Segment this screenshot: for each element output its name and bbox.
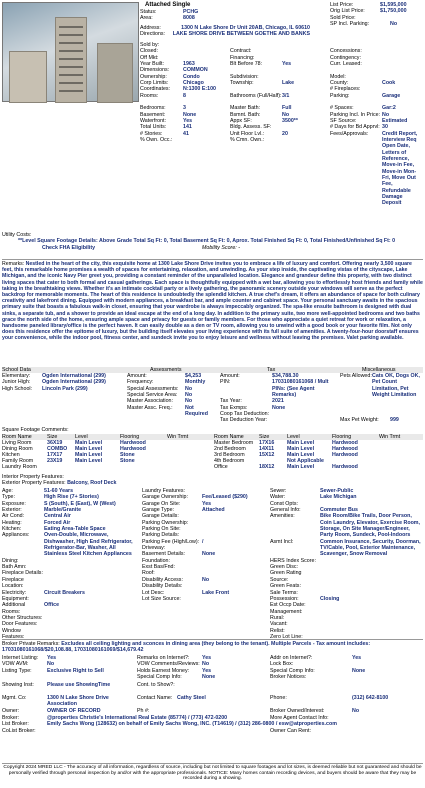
orig-list-price: $1,750,000 (380, 8, 407, 15)
feature-row: Electricity: Circuit Breakers (2, 589, 85, 596)
feature-row: Exposure: S (South), E (East), W (West) (2, 500, 116, 507)
detail-row: Waterfront: Yes (140, 118, 193, 125)
feature-row: Garage On Site: Yes (142, 500, 212, 507)
broker-row: Lock Box: (270, 661, 294, 668)
broker-row: VOW AVM: No (2, 661, 55, 668)
features-block: Interior Property Features: Exterior Property Features: Balcony, Roof Deck (2, 474, 117, 487)
detail-row: Township: Lake (230, 79, 295, 86)
broker-block: Internet Listing: Yes VOW AVM: No Listing Type: Exclusive Right to Sell Remarks on Internet?: Yes VOW Comments/Reviews: No Holds Earnest Money: Yes Special Comp Info: None Addr on Internet?: Yes Lock Box: Special Comp Info: None Broker Notices: Showing Inst: Please use ShowingTime Cont. to Show?: Mgmt. Co: 1300 N Lake Shore Drive Association Contact Name: Cathy Steel Phone: (312) 642-8100 Owner: OWNER OF RECORD Ph #: Broker Owned/Interest: No Broker: @properties Christie's International Real Estate (85774) / (773) 472-0200 More Agent Contact Info: List Broker: Emily Sachs Wong (128632) on behalf of Emily Sachs Wong, INC. (T14619) / (312) 286-0800 / esw@atproperties.com CoList Broker: Owner Can Rent: (2, 655, 423, 745)
detail-row: Curr. Leased: (330, 60, 362, 67)
feature-row: Green Feats: (270, 583, 301, 590)
detail-row: Total Units: 141 (140, 124, 192, 131)
tax-row: Coop Tax Deduction: (220, 411, 270, 418)
status-area-block: Status: PCHG Area: 8008 Address: 1300 N Lake Shore Dr Unit 20AB, Chicago, IL 60610 Directions: LAKE SHORE DRIVE BETWEEN GOETHE AND BANKS (140, 9, 310, 37)
features-left (2, 488, 137, 640)
feature-row: Sale Terms: (270, 589, 298, 596)
room-column-header: Win Trmt (379, 434, 401, 440)
assessment-row: Frequency: Monthly (127, 379, 206, 386)
building-shape (97, 43, 133, 103)
feature-row: Parking On Site: (142, 526, 181, 533)
building-shape (9, 51, 47, 103)
feature-row: Possession: Closing (270, 595, 340, 602)
tax-row: Tax Deduction Year: (220, 417, 268, 424)
feature-row: Exterior: Marble/Granite (2, 507, 82, 514)
feature-row: Parking Ownership: (142, 519, 189, 526)
feature-row: Garage Type: Attached (142, 507, 225, 514)
detail-row: Bldg. Assess. SF: (230, 124, 272, 131)
room-row: Dining Room COMBO Main Level Hardwood (2, 446, 146, 452)
detail-row: # Spaces: Gar:2 (330, 105, 396, 112)
feature-row: Heating: Forced Air (2, 519, 71, 526)
feature-row: Amenities: Bike Room/Bike Trails, Door Person, Coin Laundry, Elevator, Exercise Room, Storage, On Site Manager/Engineer, Party Room, Sundeck, Pool-Indoors (270, 513, 420, 539)
feature-row: Water: Lake Michigan (270, 494, 357, 501)
detail-row: Concessions: (330, 48, 362, 55)
broker-row: Internet Listing: Yes (2, 655, 57, 661)
feature-row: Disability Access: No (142, 576, 210, 583)
room-row: Office 18X12 Main Level Hardwood (214, 464, 358, 470)
assessment-row: Amount: $4,253 (127, 373, 202, 379)
room-column-header: Level (75, 434, 88, 440)
detail-row: # Fireplaces: (330, 86, 361, 93)
feature-row: Window Features: (2, 627, 25, 640)
detail-row: Bathrooms (Full/Half): 3/1 (230, 92, 290, 99)
feature-row: Est Occp Date: (270, 602, 306, 609)
tax-row: PIN: 17031080161068 / Mult PINs: (See Agent Remarks) (220, 379, 329, 399)
tax-heading: Tax (267, 367, 276, 373)
room-row: 4th Bedroom Not Applicable (214, 458, 324, 464)
feature-row: Type: High Rise (7+ Stories) (2, 494, 99, 501)
rooms-block (2, 427, 423, 472)
detail-row: Ownership: Condo (140, 73, 200, 80)
room-column-header: Flooring (120, 434, 140, 440)
feature-row: Garage Ownership: Fee/Leased ($290) (142, 494, 248, 501)
detail-row: Bsmnt. Bath: No (230, 111, 290, 118)
assessment-list (127, 373, 217, 417)
tax-list (220, 373, 338, 424)
room-row: 2nd Bedroom 14X11 Main Level Hardwood (214, 446, 358, 452)
room-column-header: Win Trmt (167, 434, 189, 440)
feature-row: Air Cond: Central Air (2, 513, 71, 520)
detail-row: Appx SF: 3500** (230, 117, 298, 124)
property-type: Attached Single (145, 2, 191, 8)
sp-incl-parking: No (390, 20, 398, 27)
feature-row: Fireplace Details: (2, 570, 43, 577)
detail-row: Parking: Garage (330, 92, 401, 99)
feature-row: Laundry Features: (142, 488, 185, 494)
assessment-row: Special Service Area: No (127, 392, 193, 399)
feature-row: Roof: (142, 570, 155, 577)
feature-row: Other Structures: (2, 614, 43, 621)
feature-row: Vacant: (270, 621, 288, 628)
detail-row: Off Mkt: (140, 54, 159, 61)
feature-row: Asmt Incl: Common Insurance, Security, Doorman, TV/Cable, Pool, Exterior Maintenance, Scavenger, Snow Removal (270, 538, 421, 558)
check-fha-link[interactable]: Check FHA Eligibility (42, 244, 96, 251)
detail-row: Bedrooms: 3 (140, 105, 186, 112)
broker-row: Listing Type: Exclusive Right to Sell (2, 667, 104, 674)
detail-row: % Own. Occ.: (140, 137, 173, 144)
detail-row: Sold by: (140, 42, 160, 48)
mgmt-phone: (312) 642-8100 (352, 695, 389, 701)
feature-row: Green Rating Source: (270, 570, 302, 583)
broker-row: Special Comp Info: None (137, 674, 216, 681)
feature-row: Relist: (270, 627, 285, 634)
room-column-header: Size (259, 434, 270, 440)
room-column-header: Room Name (2, 434, 32, 440)
feature-row: Door Features: (2, 621, 38, 628)
exterior-features: Balcony, Roof Deck (67, 480, 117, 487)
broker-row: VOW Comments/Reviews: No (137, 661, 210, 668)
price-block: List Price: $1,595,000 Orig List Price: $1,750,000 Sold Price: SP Incl. Parking: No (330, 2, 407, 27)
detail-row: Dimensions: COMMON (140, 67, 208, 74)
broker-row: Special Comp Info: None (270, 667, 366, 674)
utility-costs: Utility Costs: (2, 232, 32, 238)
contact-name: Cathy Steel (177, 695, 206, 701)
listing-photo[interactable] (2, 2, 139, 102)
feature-row: Foundation: (142, 557, 170, 564)
room-row: Master Bedroom 17X16 Main Level Hardwood (214, 440, 358, 446)
sqft-comments-label: Square Footage Comments: (2, 427, 69, 433)
owner: OWNER OF RECORD (47, 708, 101, 714)
room-row: Laundry Room (2, 464, 37, 470)
broker-office[interactable]: @properties Christie's International Real Estate (85774) / (773) 472-0200 (47, 715, 228, 721)
mobility-score: Mobility Score: - (202, 244, 240, 251)
list-broker[interactable]: Emily Sachs Wong (128632) on behalf of Emily Sachs Wong, INC. (T14619) / (312) 286-0800 / esw@atproperties.com (47, 721, 337, 727)
assessment-row: Master Assc. Freq.: Not Required (127, 404, 208, 418)
detail-row: Basement: None (140, 111, 197, 118)
feature-row: Dining: (2, 557, 19, 564)
feature-row: Const Opts: (270, 500, 298, 507)
sqft-note: **Level Square Footage Details: Above Grade Total Sq Ft: 0, Total Basement Sq Ft: 0, Aprox. Total Finished Sq Ft: 0, Total Finished/Unfinished Sq Ft: 0 (18, 238, 396, 245)
room-column-header: Room Name (214, 434, 244, 440)
address: 1300 N Lake Shore Dr Unit 20AB, Chicago, IL 60610 (181, 24, 310, 31)
feature-row: Lot Size Source: (142, 595, 181, 602)
detail-row: Coordinates: N:1300 E:100 (140, 86, 216, 93)
assessment-row: Master Association: No (127, 398, 193, 405)
assessment-row: Special Assessments: No (127, 385, 193, 392)
room-row: Kitchen 17X17 Main Level Stone (2, 452, 135, 458)
feature-row: Rural: (270, 614, 285, 621)
room-column-header: Size (47, 434, 58, 440)
detail-row: Unit Floor Lvl.: 20 (230, 130, 288, 137)
utility-block (2, 232, 423, 251)
mgmt-co: 1300 N Lake Shore Drive Association (47, 695, 109, 708)
school-tax-block (2, 367, 423, 425)
feature-row: Fireplace Location: (2, 576, 24, 590)
room-column-header: Flooring (332, 434, 352, 440)
feature-row: Basement Details: None (142, 551, 216, 558)
copyright-footer: Copyright 2024 MRED LLC - The accuracy of all information, regardless of source, including but not limited to square footages and lot sizes, is deemed reliable but not guaranteed and should be personally verified through personal inspection by and/or with the appropriate professionals. NOTICE: Many homes contain recording devices, and buyers should be aware that they may be recorded during a showing. (3, 765, 422, 782)
detail-row: Contract: (230, 48, 252, 55)
detail-row: # Days for Bd Apprvl: 30 (330, 124, 388, 131)
feature-row: Kitchen: Eating Area-Table Space (2, 526, 106, 533)
misc-heading: Miscellaneous (362, 367, 396, 373)
broker-row: Addr on Internet?: Yes (270, 655, 362, 661)
detail-row: Financing: (230, 54, 255, 61)
feature-row: General Info: Commuter Bus (270, 507, 358, 514)
detail-row: Fees/Approvals: Credit Report, Interview Req Open Date, Letters of Reference, Move-in Fee, Move-in Mon-Fri, Move Out Fee, Refundable Damage Deposit (330, 130, 418, 207)
feature-row: Zero Lot Line: (270, 633, 303, 640)
features-right (270, 488, 423, 640)
feature-row: Appliances: Oven-Double, Microwave, Dishwasher, High End Refrigerator, Refrigerator-Bar, Washer, All Stainless Steel Kitchen Appliances (2, 532, 133, 558)
feature-row: Bath Amn: (2, 564, 27, 571)
rooms-left (2, 434, 212, 470)
room-row: Family Room 23X19 Main Level Stone (2, 458, 135, 464)
feature-row: Parking Details: (142, 532, 180, 539)
assessments-heading: Assessments (150, 367, 182, 373)
detail-row: County: Cook (330, 79, 396, 86)
feature-row: Driveway: (142, 545, 166, 552)
detail-row: Contingency: (330, 54, 361, 61)
building-shape (55, 17, 87, 103)
detail-row: Corp Limits: Chicago (140, 80, 204, 87)
broker-row: Remarks on Internet?: Yes (137, 655, 212, 661)
showing-inst: Please use ShowingTime (47, 682, 111, 688)
list-price: $1,595,000 (380, 2, 407, 8)
feature-row: Green Disc: (270, 564, 298, 571)
broker-row: Holds Earnest Money: Yes (137, 667, 212, 674)
remarks-text: Nestled in the heart of the city, this exquisite home at 1300 Lake Shore Drive invites you to embrace a life of luxury and comfort. Offering nearly 3,500 square feet, this remarkable home promises a wealth of spaces for entertaining, relaxation, and unwinding. As your step inside, the captivating vistas of the cityscape, Lake Michigan, and the iconic Navy Pier greet you, providing a constant reminder of the unparalleled location. Elegance and grandeur define this property, with two distinct living spaces that cater to both formal and casual gatherings. Each space is thoughtfully equipped with a wet bar, allowing you to effortlessly host friends and family while taking in the breathtaking views. Whether it's an intimate cocktail party or a lively gathering, the panoramic scenery outside your windows will serve as the perfect backdrop for memorable moments. The heart of this residence is undoubtedly the splendid kitchen. A true chef's dream, it offers an abundance of space for both culinary creativity and lakefront dining. Equipped with modern appliances, a breakfast bar, and ample counter and cabinet space. Your personal sanctuary awaits in the spacious primary suite that boasts a fabulous walk-in closet, ensuring that your wardrobe is always impeccably organized. The spa-like ensuite bathroom is designed with dual sinks, a separate tub, and a shower to provide an ideal escape at the end of a long day. In addition to the primary suite, two more well-appointed bedrooms and two baths grace the north side of the home, ensuring ample space and privacy for guests or family members. For those who appreciate a quiet retreat for work or relaxation, a handsome paneled library/office is the perfect haven. It can easily double as a den or TV room, allowing you to unwind with a good book or your favorite film. Not only does this residence offer the epitome of luxury, but the building itself elevates your living experience with its full suite of amenities. A twenty-four-hour doorstaff ensures your convenience, while the indoor pool, fitness center, and sundeck invite you to enjoy leisure and wellness without leaving the premises. Valet parking available. (2, 261, 423, 342)
pets-allowed: Cats OK, Dogs OK, Pet Count Limitation, Pet Weight Limitation (372, 373, 420, 399)
feature-row: Equipment: (2, 595, 29, 602)
detail-row: % Cmn. Own.: (230, 136, 265, 143)
room-row: 3rd Bedroom 15X12 Main Level Hardwood (214, 452, 358, 458)
detail-row: SF Source: Estimated (330, 117, 408, 124)
feature-row: Age: 51-60 Years (2, 488, 74, 494)
features-mid (142, 488, 267, 602)
feature-row: Additional Rooms: Office (2, 602, 60, 615)
detail-row: Subdivision: (230, 73, 259, 80)
room-row: Living Room 36X19 Main Level Hardwood (2, 440, 146, 446)
details-col-3 (330, 42, 423, 207)
detail-row: # Stories: 41 (140, 130, 189, 137)
detail-row: Closed: (140, 48, 158, 55)
tax-row: Tax Exmps: None (220, 404, 286, 411)
feature-row: Exst Bas/Fnd: (142, 564, 175, 571)
broker-row: Broker Notices: (270, 674, 307, 681)
school-row: Junior High: Ogden International (299) (2, 379, 106, 386)
feature-row: Sewer: Sewer-Public (270, 488, 354, 494)
rooms-right (214, 434, 423, 470)
detail-row: Model: (330, 73, 346, 80)
details-col-1 (140, 42, 228, 143)
tax-row: Tax Year: 2021 (220, 398, 284, 405)
room-column-header: Level (287, 434, 300, 440)
details-col-2 (230, 42, 330, 143)
remarks-block: Remarks: Nestled in the heart of the city, this exquisite home at 1300 Lake Shore Drive invites you to embrace a life of luxury and comfort. Offering nearly 3,500 square feet, this remarkable home promises a wealth of spaces for entertaining, relaxation, and unwinding. As your step inside, the captivating vistas of the cityscape, Lake Michigan, and the iconic Navy Pier greet you, providing a constant reminder of the unparalleled location. Elegance and grandeur define this property, with two distinct living spaces that cater to both formal and casual gatherings. Each space is thoughtfully equipped with a wet bar, allowing you to effortlessly host friends and family while taking in the breathtaking views. Whether it's an intimate cocktail party or a lively gathering, the panoramic scenery outside your windows will serve as the perfect backdrop for memorable moments. The heart of this residence is undoubtedly the splendid kitchen. A true chef's dream, it offers an abundance of space for both culinary creativity and lakefront dining. Equipped with modern appliances, a breakfast bar, and ample counter and cabinet space. Your personal sanctuary awaits in the spacious primary suite that boasts a fabulous walk-in closet, ensuring that your wardrobe is always impeccably organized. The spa-like ensuite bathroom is designed with dual sinks, a separate tub, and a shower to provide an ideal escape at the end of a long day. In addition to the primary suite, two more well-appointed bedrooms and two baths grace the north side of the home, ensuring ample space and privacy for guests or family members. For those who appreciate a quiet retreat for work or relaxation, a handsome paneled library/office is the perfect haven. It can easily double as a den or TV room, allowing you to unwind with a good book or your favorite film. Not only does this residence offer the epitome of luxury, but the building itself elevates your living experience with its full suite of amenities. A twenty-four-hour doorstaff ensures your convenience, while the indoor pool, fitness center, and sundeck invite you to enjoy leisure and wellness without leaving the premises. Valet parking available. (2, 261, 423, 342)
feature-row: Management: (270, 608, 303, 615)
feature-row: Disability Details: (142, 583, 183, 590)
broker-remarks: Broker Private Remarks: Excludes all ceiling lighting and sconces in dining area (they belong to the tenant). Multiple Parcels - Tax amount includes: 17031080161068/$20,108.88, 17031080161069/$14,679.42 (2, 639, 423, 654)
school-row: Elementary: Ogden International (299) (2, 373, 106, 379)
detail-row: Parking Incl. In Price: No (330, 111, 390, 118)
area-value: 8008 (183, 15, 195, 22)
detail-row: Blt Before 78: Yes (230, 60, 292, 67)
misc-list: Pets Allowed: Cats OK, Dogs OK, Pet Count Limitation, Pet Weight Limitation (340, 373, 423, 398)
detail-row: Master Bath: Full (230, 105, 292, 112)
school-heading: School Data (2, 367, 31, 373)
feature-row: Lot Desc: Lake Front (142, 589, 230, 596)
tax-row: Amount: $34,788.30 (220, 373, 299, 379)
directions: LAKE SHORE DRIVE BETWEEN GOETHE AND BANKS (172, 30, 310, 37)
features-grid (2, 488, 423, 638)
feature-row: Parking Fee (High/Low): / (142, 538, 204, 545)
feature-row: Garage Details: (142, 513, 179, 520)
status-value: PCHG (183, 9, 199, 15)
feature-row: HERS Index Score: (270, 557, 316, 564)
school-list (2, 373, 127, 392)
school-row: High School: Lincoln Park (299) (2, 385, 88, 392)
detail-row: Year Built: 1963 (140, 61, 195, 68)
detail-row: Rooms: 8 (140, 92, 186, 99)
max-pet-weight: Max Pet Weight: 999 (340, 417, 399, 423)
